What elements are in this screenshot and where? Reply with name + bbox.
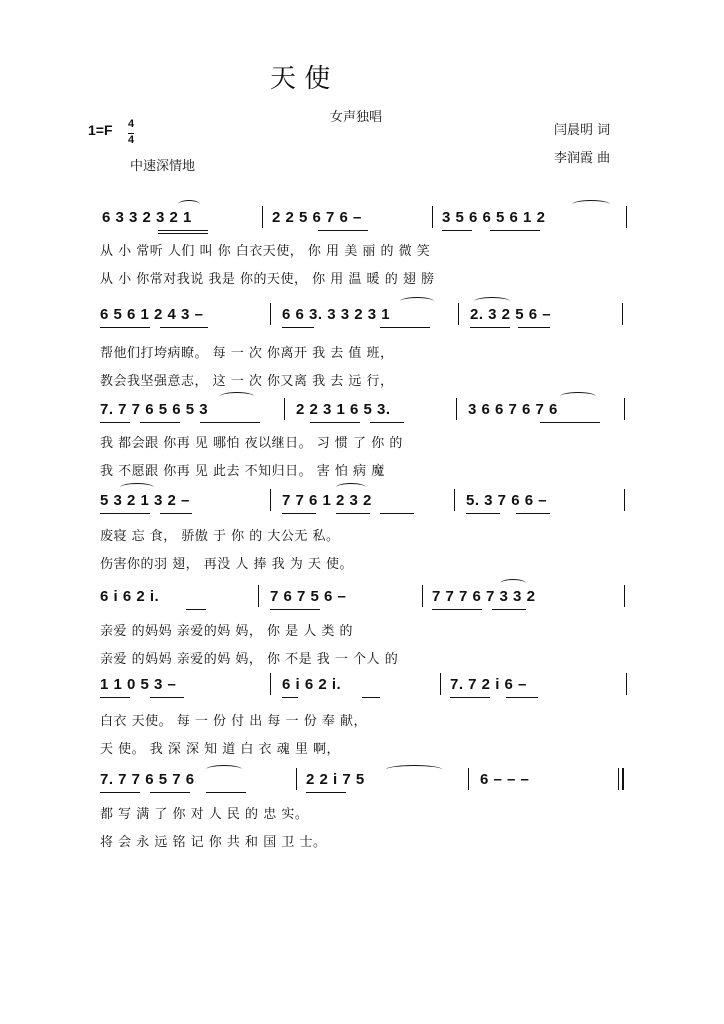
barline (454, 489, 455, 511)
measure-4-1: 5 3 2 1 3 2 – (100, 492, 190, 509)
measure-5-1: 6 i 6 2 i. (100, 588, 160, 605)
measure-5-2: 7 6 7 5 6 – (270, 588, 347, 605)
time-signature-top: 4 (128, 118, 135, 130)
lyrics-6-verse-1: 白衣 天使。 每 一 份 付 出 每 一 份 奉 献， (100, 714, 367, 729)
lyrics-4-verse-2: 伤害你的羽 翅， 再没 人 捧 我 为 天 使。 (100, 557, 354, 572)
measure-4-2: 7 7 6 1 2 3 2 (282, 492, 372, 509)
barline (270, 673, 271, 695)
barline (458, 303, 459, 325)
barline (626, 206, 627, 228)
barline (258, 585, 259, 607)
time-signature-bottom: 4 (128, 134, 135, 146)
lyrics-2-verse-1: 帮他们打垮病瞭。 每 一 次 你离开 我 去 值 班， (100, 346, 394, 361)
lyrics-3-verse-2: 我 不愿跟 你再 见 此去 不知归日。 害 怕 病 魔 (100, 464, 385, 479)
subtitle: 女声独唱 (330, 110, 383, 125)
barline (432, 206, 433, 228)
barline (270, 303, 271, 325)
barline (626, 673, 627, 695)
lyrics-5-verse-1: 亲爱 的妈妈 亲爱的妈 妈， 你 是 人 类 的 (100, 624, 354, 639)
measure-6-1: 1 1 0 5 3 – (100, 676, 177, 693)
composer-credit: 李润霞 曲 (554, 151, 611, 166)
measure-6-3: 7. 7 2 i 6 – (450, 676, 527, 693)
lyrics-3-verse-1: 我 都会跟 你再 见 哪怕 夜以继日。 习 惯 了 你 的 (100, 436, 403, 451)
barline (456, 398, 457, 420)
tempo-marking: 中速深情地 (130, 159, 196, 174)
measure-5-3: 7 7 7 6 7 3 3 2 (432, 588, 536, 605)
measure-6-2: 6 i 6 2 i. (282, 676, 342, 693)
song-title: 天 使 (270, 64, 331, 94)
barline (262, 206, 263, 228)
barline (468, 768, 469, 790)
measure-2-2: 6 6 3. 3 3 2 3 1 (282, 306, 391, 323)
measure-1-1: 6 3 3 2 3 2 1 (102, 209, 192, 226)
barline (284, 398, 285, 420)
measure-1-3: 3 5 6 6 5 6 1 2 (442, 209, 546, 226)
lyrics-1-verse-1: 从 小 常听 人们 叫 你 白衣天使， 你 用 美 丽 的 微 笑 (100, 244, 431, 259)
measure-7-3: 6 – – – (480, 771, 530, 788)
measure-3-3: 3 6 6 7 6 7 6 (468, 401, 558, 418)
measure-7-2: 2 2 i 7 5 (306, 771, 365, 788)
lyrics-1-verse-2: 从 小 你常对我说 我是 你的天使， 你 用 温 暖 的 翅 膀 (100, 272, 435, 287)
barline (624, 585, 625, 607)
measure-2-3: 2. 3 2 5 6 – (470, 306, 552, 323)
lyrics-7-verse-2: 将 会 永 远 铭 记 你 共 和 国 卫 士。 (100, 835, 327, 850)
barline (422, 585, 423, 607)
lyrics-7-verse-1: 都 写 满 了 你 对 人 民 的 忠 实。 (100, 807, 309, 822)
lyrics-5-verse-2: 亲爱 的妈妈 亲爱的妈 妈， 你 不是 我 一 个人 的 (100, 652, 399, 667)
measure-1-2: 2 2 5 6 7 6 – (272, 209, 362, 226)
barline (296, 768, 297, 790)
barline (624, 489, 625, 511)
barline (624, 398, 625, 420)
measure-3-2: 2 2 3 1 6 5 3. (296, 401, 391, 418)
barline (440, 673, 441, 695)
measure-4-3: 5. 3 7 6 6 – (466, 492, 548, 509)
measure-2-1: 6 5 6 1 2 4 3 – (100, 306, 204, 323)
barline (270, 489, 271, 511)
measure-7-1: 7. 7 7 6 5 7 6 (100, 771, 195, 788)
key-signature: 1=F (88, 122, 113, 138)
lyrics-4-verse-1: 废寝 忘 食， 骄傲 于 你 的 大公无 私。 (100, 529, 340, 544)
barline (622, 303, 623, 325)
lyricist-credit: 闫晨明 词 (554, 123, 611, 138)
lyrics-2-verse-2: 教会我坚强意志， 这 一 次 你又离 我 去 远 行， (100, 374, 394, 389)
measure-3-1: 7. 7 7 6 5 6 5 3 (100, 401, 209, 418)
lyrics-6-verse-2: 天 使。 我 深 深 知 道 白 衣 魂 里 啊， (100, 742, 340, 757)
final-barline (618, 768, 624, 790)
